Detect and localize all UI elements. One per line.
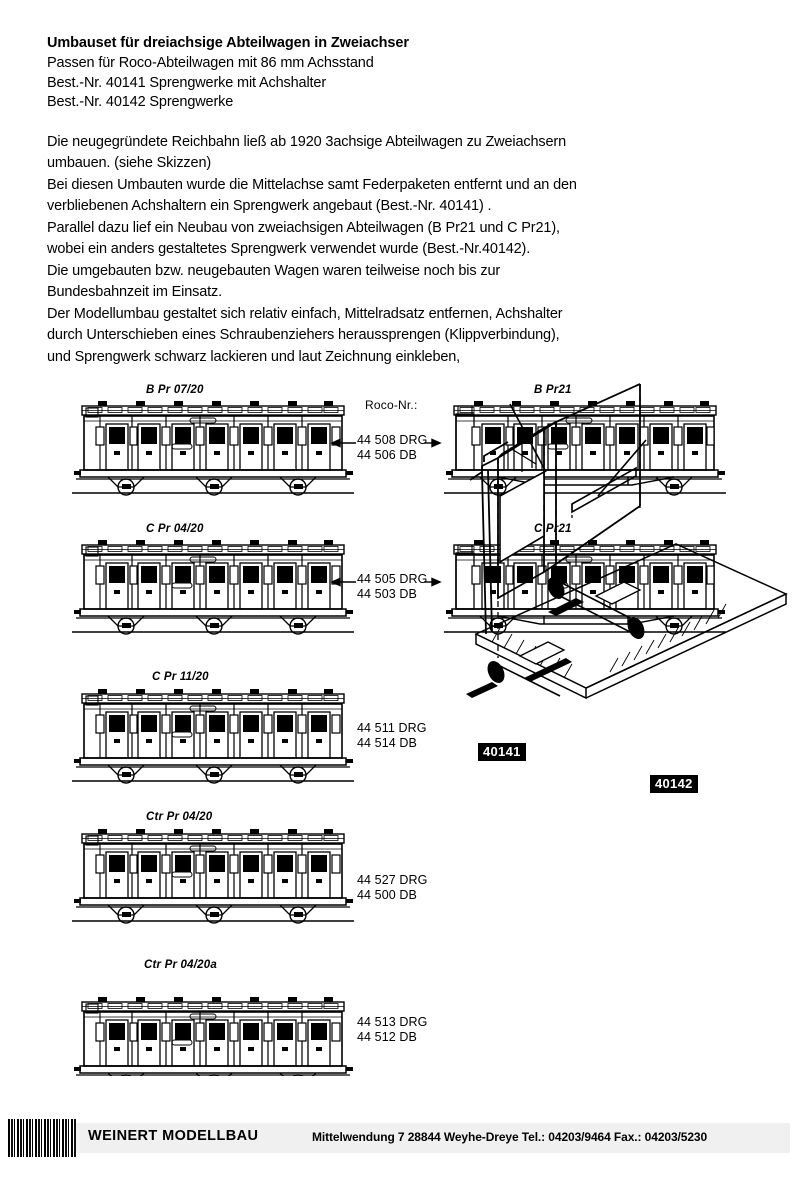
roco-number-row-3-db: 44 514 DB <box>357 736 417 750</box>
coach-drawing-row-4-left <box>72 829 354 923</box>
coach-drawing-row-5-left <box>72 997 354 1076</box>
roco-number-row-2-drg: 44 505 DRG <box>357 572 428 586</box>
document-text-block <box>47 33 757 368</box>
coach-diagram-area <box>0 376 798 1076</box>
page-title: Umbauset für dreiachsige Abteilwagen in Zweiachser <box>47 35 409 51</box>
page-footer <box>0 1117 798 1161</box>
subtitle-line-1: Passen für Roco-Abteilwagen mit 86 mm Achsstand <box>47 55 374 71</box>
body-line-9: Der Modellumbau gestaltet sich relativ einfach, Mittelradsatz entfernen, Achshalter <box>47 305 563 322</box>
roco-number-row-5-db: 44 512 DB <box>357 1030 417 1044</box>
subtitle-line-3: Best.-Nr. 40142 Sprengwerke <box>47 94 234 110</box>
coach-label-row-1-left: B Pr 07/20 <box>146 384 204 396</box>
coach-label-row-1-right: B Pr21 <box>534 384 572 396</box>
part-callout-40142: 40142 <box>650 775 698 793</box>
roco-number-row-2-db: 44 503 DB <box>357 587 417 601</box>
coach-drawing-row-3-left <box>72 689 354 783</box>
body-line-2: umbauen. (siehe Skizzen) <box>47 155 212 171</box>
roco-number-row-1-drg: 44 508 DRG <box>357 433 428 447</box>
subtitle-line-2: Best.-Nr. 40141 Sprengwerke mit Achshalter <box>47 74 327 91</box>
body-paragraph <box>47 132 757 369</box>
coach-label-row-4-left: Ctr Pr 04/20 <box>146 811 213 823</box>
company-name: WEINERT MODELLBAU <box>88 1128 259 1144</box>
roco-nr-heading: Roco-Nr.: <box>365 398 418 412</box>
body-line-10: durch Unterschieben eines Schraubenziehers heraussprengen (Klippverbindung), <box>47 327 560 343</box>
body-line-7: Die umgebauten bzw. neugebauten Wagen waren teilweise noch bis zur <box>47 262 501 279</box>
roco-number-row-4-drg: 44 527 DRG <box>357 873 428 887</box>
coach-label-row-2-right: C Pr21 <box>534 523 572 535</box>
roco-number-row-4-db: 44 500 DB <box>357 888 417 902</box>
coach-label-row-2-left: C Pr 04/20 <box>146 523 204 535</box>
roco-number-row-1-db: 44 506 DB <box>357 448 417 462</box>
body-line-4: verbliebenen Achshaltern ein Sprengwerk angebaut (Best.-Nr. 40141) . <box>47 198 492 214</box>
body-line-8: Bundesbahnzeit im Einsatz. <box>47 284 223 300</box>
coach-drawing-row-1-right <box>444 401 726 495</box>
part-callout-40141: 40141 <box>478 743 526 761</box>
body-line-3: Bei diesen Umbauten wurde die Mittelachse samt Federpaketen entfernt und an den <box>47 176 577 193</box>
roco-number-row-3-drg: 44 511 DRG <box>357 721 427 735</box>
body-line-1: Die neugegründete Reichbahn ließ ab 1920 3achsige Abteilwagen zu Zweiachsern <box>47 133 567 150</box>
roco-number-row-5-drg: 44 513 DRG <box>357 1015 428 1029</box>
body-line-5: Parallel dazu lief ein Neubau von zweiachsigen Abteilwagen (B Pr21 und C Pr21), <box>47 219 560 236</box>
body-line-6: wobei ein anders gestaltetes Sprengwerk verwendet wurde (Best.-Nr.40142). <box>47 241 531 257</box>
coach-label-row-5-left: Ctr Pr 04/20a <box>144 959 217 971</box>
coach-label-row-3-left: C Pr 11/20 <box>152 671 209 683</box>
body-line-11: und Sprengwerk schwarz lackieren und laut Zeichnung einkleben, <box>47 348 461 365</box>
coach-drawing-row-1-left <box>72 401 354 495</box>
coach-drawing-row-2-left <box>72 540 354 634</box>
barcode-logo-icon <box>8 1119 76 1157</box>
company-address: Mittelwendung 7 28844 Weyhe-Dreye Tel.: 04203/9464 Fax.: 04203/5230 <box>312 1130 708 1144</box>
